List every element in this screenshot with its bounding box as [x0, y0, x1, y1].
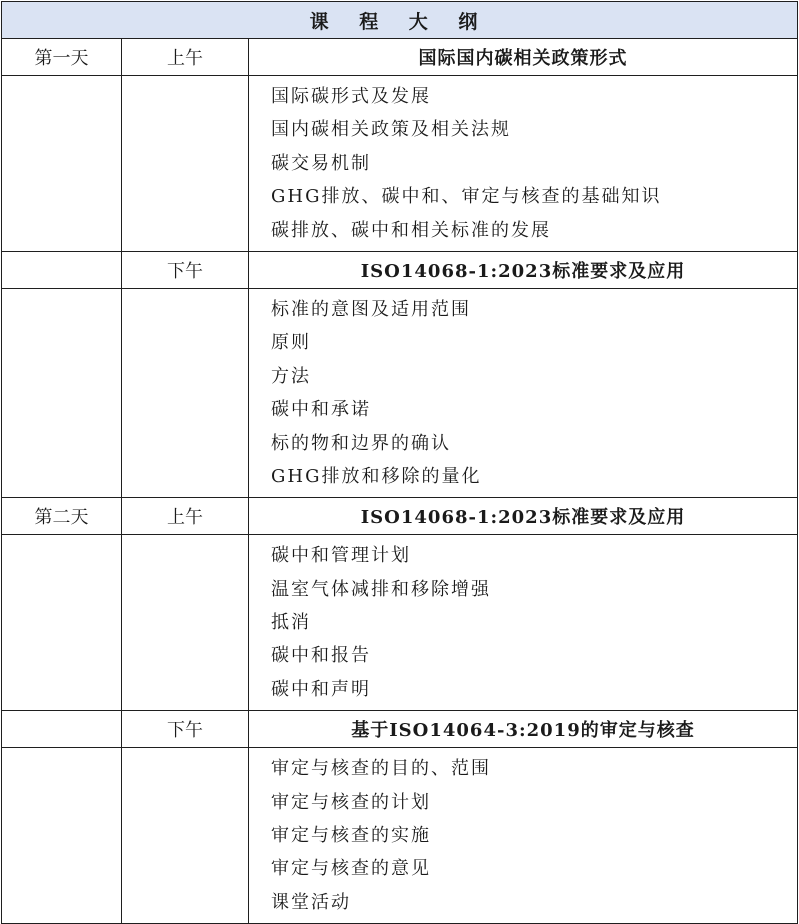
period-cell: 下午 — [122, 251, 249, 288]
empty-cell — [2, 535, 122, 711]
day-cell: 第二天 — [2, 498, 122, 535]
empty-cell — [122, 535, 249, 711]
topic-cell: ISO14068-1:2023标准要求及应用 — [249, 251, 798, 288]
list-item: 方法 — [271, 365, 311, 387]
list-item: 审定与核查的实施 — [271, 825, 431, 847]
list-item: GHG排放和移除的量化 — [271, 465, 482, 487]
session-header-row — [2, 251, 798, 288]
list-item: 国内碳相关政策及相关法规 — [271, 119, 511, 141]
period-cell: 上午 — [122, 39, 249, 76]
topic-cell: 基于ISO14064-3:2019的审定与核查 — [249, 711, 798, 748]
day-cell — [2, 711, 122, 748]
title-row — [2, 2, 798, 39]
items-cell — [249, 288, 798, 497]
session-items-row — [2, 748, 798, 924]
list-item: 碳中和报告 — [271, 645, 371, 667]
list-item: 碳交易机制 — [271, 152, 371, 174]
list-item: 抵消 — [271, 612, 311, 634]
period-cell: 下午 — [122, 711, 249, 748]
list-item: 标的物和边界的确认 — [271, 432, 451, 454]
topic-cell: ISO14068-1:2023标准要求及应用 — [249, 498, 798, 535]
session-header-row — [2, 711, 798, 748]
day-cell: 第一天 — [2, 39, 122, 76]
table-title: 课 程 大 纲 — [2, 2, 798, 39]
items-cell — [249, 748, 798, 924]
list-item: 审定与核查的计划 — [271, 791, 431, 813]
session-header-row — [2, 498, 798, 535]
topic-cell: 国际国内碳相关政策形式 — [249, 39, 798, 76]
period-cell: 上午 — [122, 498, 249, 535]
session-header-row — [2, 39, 798, 76]
list-item: 课堂活动 — [271, 891, 351, 913]
list-item: 温室气体减排和移除增强 — [271, 578, 491, 600]
list-item: 碳中和声明 — [271, 678, 371, 700]
syllabus-table — [1, 1, 798, 924]
list-item: 国际碳形式及发展 — [271, 86, 431, 107]
session-items-row — [2, 535, 798, 711]
syllabus — [1, 1, 797, 924]
list-item: 审定与核查的意见 — [271, 858, 431, 880]
empty-cell — [122, 76, 249, 252]
session-items-row — [2, 76, 798, 252]
list-item: 碳排放、碳中和相关标准的发展 — [271, 219, 551, 241]
list-item: 标准的意图及适用范围 — [271, 298, 471, 320]
empty-cell — [122, 288, 249, 497]
items-cell — [249, 535, 798, 711]
empty-cell — [2, 288, 122, 497]
list-item: GHG排放、碳中和、审定与核查的基础知识 — [271, 186, 662, 208]
empty-cell — [2, 76, 122, 252]
empty-cell — [2, 748, 122, 924]
items-cell — [249, 76, 798, 252]
session-items-row — [2, 288, 798, 497]
list-item: 审定与核查的目的、范围 — [271, 758, 491, 780]
empty-cell — [122, 748, 249, 924]
list-item: 原则 — [271, 332, 311, 354]
list-item: 碳中和管理计划 — [271, 545, 411, 567]
day-cell — [2, 251, 122, 288]
list-item: 碳中和承诺 — [271, 399, 371, 421]
